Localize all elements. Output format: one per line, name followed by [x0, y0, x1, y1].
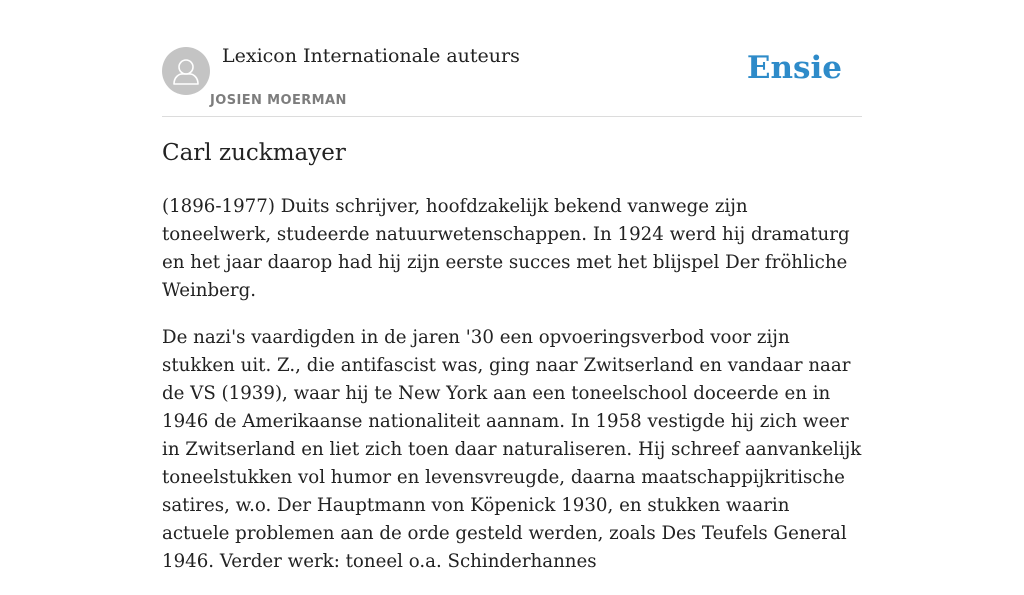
entry-title: Carl zuckmayer — [162, 140, 346, 166]
brand-logo[interactable]: Ensie — [746, 50, 842, 86]
entry-container — [162, 0, 862, 572]
author-name[interactable]: JOSIEN MOERMAN — [210, 93, 347, 108]
author-avatar[interactable] — [162, 47, 210, 95]
entry-body — [162, 193, 862, 595]
entry-paragraph: De nazi's vaardigden in de jaren '30 een opvoeringsverbod voor zijn stukken uit. Z., die antifascist was, ging naar Zwitserland en vandaar naar de VS (1939), waar hij te New York aan een toneelschool doceerde en in 1946 de Amerikaanse nationaliteit aannam. In 1958 vestigde hij zich weer in Zwitserland en liet zich toen daar naturaliseren. Hij schreef aanvankelijk toneelstukken vol humor en levensvreugde, daarna maatschappijkritische satires, w.o. Der Hauptmann von Köpenick 1930, en stukken waarin actuele problemen aan de orde gesteld werden, zoals Des Teufels General 1946. Verder werk: toneel o.a. Schinderhannes — [162, 327, 862, 572]
entry-paragraph: (1896-1977) Duits schrijver, hoofdzakelijk bekend vanwege zijn toneelwerk, studeerde natuurwetenschappen. In 1924 werd hij dramaturg en het jaar daarop had hij zijn eerste succes met het blijspel Der fröhliche Weinberg. — [162, 196, 850, 301]
user-icon — [162, 47, 210, 95]
source-title[interactable]: Lexicon Internationale auteurs — [222, 45, 520, 67]
entry-header — [162, 0, 862, 117]
